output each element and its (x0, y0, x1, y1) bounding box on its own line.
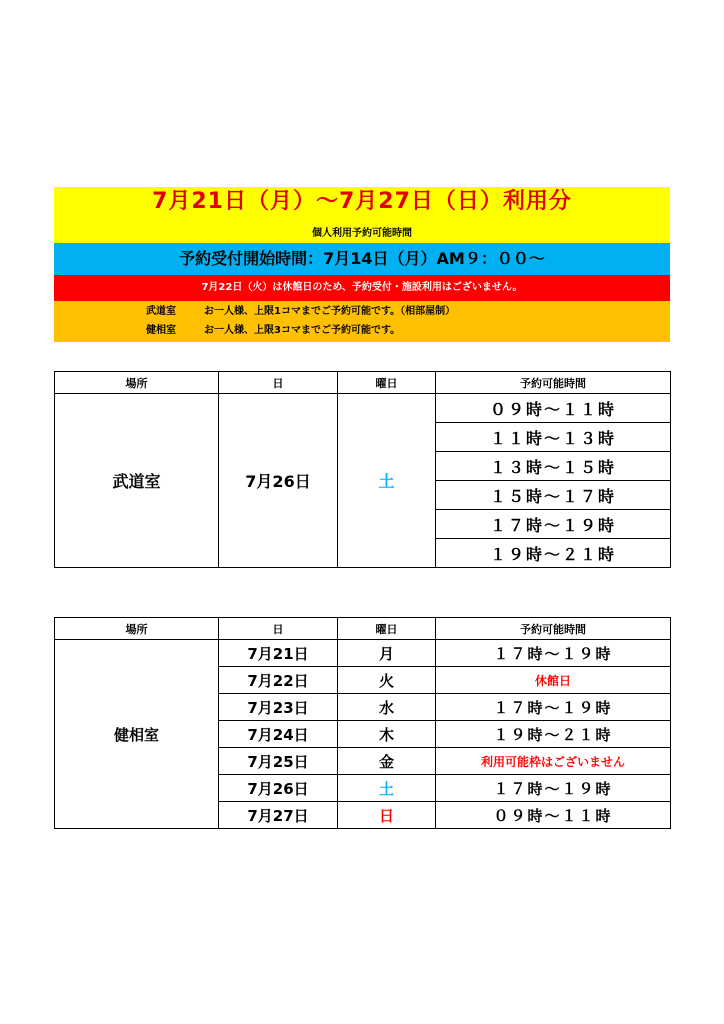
time-slot-cell: １９時～２１時 (436, 539, 671, 568)
rule-room: 健相室 (146, 325, 176, 336)
header-date: 日 (219, 618, 338, 640)
table-header-row (55, 618, 671, 640)
header-date: 日 (219, 372, 338, 394)
rule-line (146, 323, 400, 339)
time-slot-cell: １３時～１５時 (436, 452, 671, 481)
table-row (55, 640, 671, 667)
weekday-cell: 日 (338, 802, 436, 829)
time-cell: １９時～２１時 (436, 721, 671, 748)
title-banner (54, 187, 670, 225)
header-weekday: 曜日 (338, 372, 436, 394)
closure-notice-banner (54, 275, 670, 301)
date-cell: 7月25日 (219, 748, 338, 775)
rules-banner (54, 301, 670, 342)
no-availability-cell: 利用可能枠はございません (436, 748, 671, 775)
date-cell: 7月27日 (219, 802, 338, 829)
place-cell: 健相室 (55, 640, 219, 829)
reception-banner (54, 243, 670, 275)
kenso-room-schedule-table (54, 617, 671, 829)
time-slot-cell: ０９時～１１時 (436, 394, 671, 423)
weekday-cell: 土 (338, 394, 436, 568)
date-cell: 7月26日 (219, 394, 338, 568)
table-row (55, 394, 671, 423)
date-cell: 7月26日 (219, 775, 338, 802)
time-cell: １７時～１９時 (436, 694, 671, 721)
date-cell: 7月23日 (219, 694, 338, 721)
weekday-cell: 水 (338, 694, 436, 721)
rule-text: お一人様、上限1コマまでご予約可能です。（相部屋制） (204, 306, 456, 317)
date-cell: 7月21日 (219, 640, 338, 667)
weekday-cell: 土 (338, 775, 436, 802)
header-time: 予約可能時間 (436, 372, 671, 394)
weekday-cell: 金 (338, 748, 436, 775)
time-cell: １７時～１９時 (436, 640, 671, 667)
place-cell: 武道室 (55, 394, 219, 568)
subtitle-banner (54, 225, 670, 243)
page-title: 7月21日（月）～7月27日（日）利用分 (152, 189, 572, 214)
reception-time: 予約受付開始時間：7月14日（月）AM９：００～ (179, 249, 545, 268)
closed-day-cell: 休館日 (436, 667, 671, 694)
time-slot-cell: １１時～１３時 (436, 423, 671, 452)
weekday-cell: 火 (338, 667, 436, 694)
header-place: 場所 (55, 372, 219, 394)
header-place: 場所 (55, 618, 219, 640)
time-cell: ０９時～１１時 (436, 802, 671, 829)
rule-room: 武道室 (146, 306, 176, 317)
page-subtitle: 個人利用予約可能時間 (312, 228, 412, 239)
time-slot-cell: １７時～１９時 (436, 510, 671, 539)
table-header-row (55, 372, 671, 394)
header-time: 予約可能時間 (436, 618, 671, 640)
date-cell: 7月22日 (219, 667, 338, 694)
weekday-cell: 木 (338, 721, 436, 748)
budo-room-schedule-table (54, 371, 671, 568)
rule-line (146, 304, 455, 320)
rule-text: お一人様、上限3コマまでご予約可能です。 (204, 325, 401, 336)
date-cell: 7月24日 (219, 721, 338, 748)
closure-notice: 7月22日（火）は休館日のため、予約受付・施設利用はございません。 (201, 282, 523, 293)
weekday-cell: 月 (338, 640, 436, 667)
time-cell: １７時～１９時 (436, 775, 671, 802)
time-slot-cell: １５時～１７時 (436, 481, 671, 510)
header-weekday: 曜日 (338, 618, 436, 640)
